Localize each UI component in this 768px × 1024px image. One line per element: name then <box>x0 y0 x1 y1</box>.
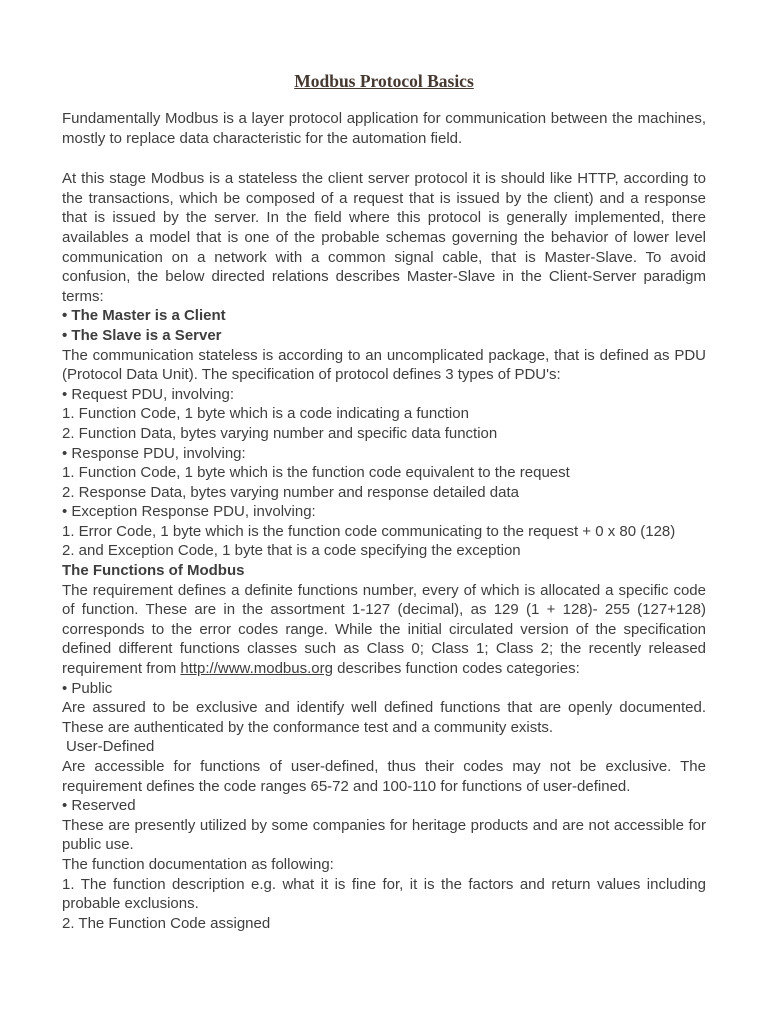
section-heading-functions-of-modbus: The Functions of Modbus <box>62 562 245 580</box>
paragraph-reserved-description: These are presently utilized by some companies for heritage products and are not accessible for public use. <box>62 816 706 854</box>
numbered-request-function-data: 2. Function Data, bytes varying number and specific data function <box>62 424 498 442</box>
paragraph-user-defined-description: Are accessible for functions of user-defined, thus their codes may not be exclusive. The requirement defines the code ranges 65-72 and 100-110 for functions of user-defined. <box>62 758 706 795</box>
line-function-documentation: The function documentation as following: <box>62 855 334 873</box>
bullet-exception-response-pdu: • Exception Response PDU, involving: <box>62 503 316 521</box>
link-paragraph-pre-text: The requirement defines a definite functions number, every of which is allocated a specific code of function. These are in the assortment 1-127 (decimal), as 129 (1 + 128)- 255 (127+128) corresponds to the error codes range. While the initial circulated version of the specification defined different functions classes such as Class 0; Class 1; Class 2; the recently released requirement from <box>62 581 706 678</box>
modbus-org-link[interactable]: http://www.modbus.org <box>180 660 333 678</box>
label-user-defined: User-Defined <box>66 738 155 756</box>
link-paragraph-post-text: describes function codes categories: <box>332 660 580 678</box>
bullet-slave-is-server: • The Slave is a Server <box>62 326 222 344</box>
bullet-reserved: • Reserved <box>62 797 136 815</box>
bullet-response-pdu: • Response PDU, involving: <box>62 444 246 462</box>
paragraph-intro: Fundamentally Modbus is a layer protocol application for communication between the machines, mostly to replace data characteristic for the automation field. <box>62 110 706 147</box>
paragraph-function-codes <box>62 581 706 679</box>
numbered-exception-code: 2. and Exception Code, 1 byte that is a code specifying the exception <box>62 542 521 560</box>
paragraph-overview: At this stage Modbus is a stateless the client server protocol it is should like HTTP, according to the transactions, which be composed of a request that is issued by the client) and a response that is issued by the server. In the field where this protocol is generally implemented, there availables a model that is one of the probable schemas governing the behavior of lower level communication on a network with a common signal cable, that is Master-Slave. To avoid confusion, the below directed relations describes Master-Slave in the Client-Server paradigm terms: <box>62 170 706 305</box>
numbered-response-function-code: 1. Function Code, 1 byte which is the function code equivalent to the request <box>62 464 570 482</box>
page-title: Modbus Protocol Basics <box>294 71 474 91</box>
numbered-function-code-assigned: 2. The Function Code assigned <box>62 914 271 932</box>
bullet-master-is-client: • The Master is a Client <box>62 307 226 325</box>
paragraph-public-description: Are assured to be exclusive and identify well defined functions that are openly documented. These are authenticated by the conformance test and a community exists. <box>62 699 706 736</box>
numbered-response-data: 2. Response Data, bytes varying number and response detailed data <box>62 483 519 501</box>
bullet-request-pdu: • Request PDU, involving: <box>62 385 234 403</box>
numbered-error-code: 1. Error Code, 1 byte which is the function code communicating to the request + 0 x 80 (128) <box>62 522 676 540</box>
paragraph-pdu-definition: The communication stateless is according to an uncomplicated package, that is defined as PDU (Protocol Data Unit). The specification of protocol defines 3 types of PDU's: <box>62 346 706 384</box>
paragraph-function-description: 1. The function description e.g. what it is fine for, it is the factors and return values including probable exclusions. <box>62 875 706 913</box>
numbered-request-function-code: 1. Function Code, 1 byte which is a code indicating a function <box>62 405 469 423</box>
bullet-public: • Public <box>62 679 113 697</box>
